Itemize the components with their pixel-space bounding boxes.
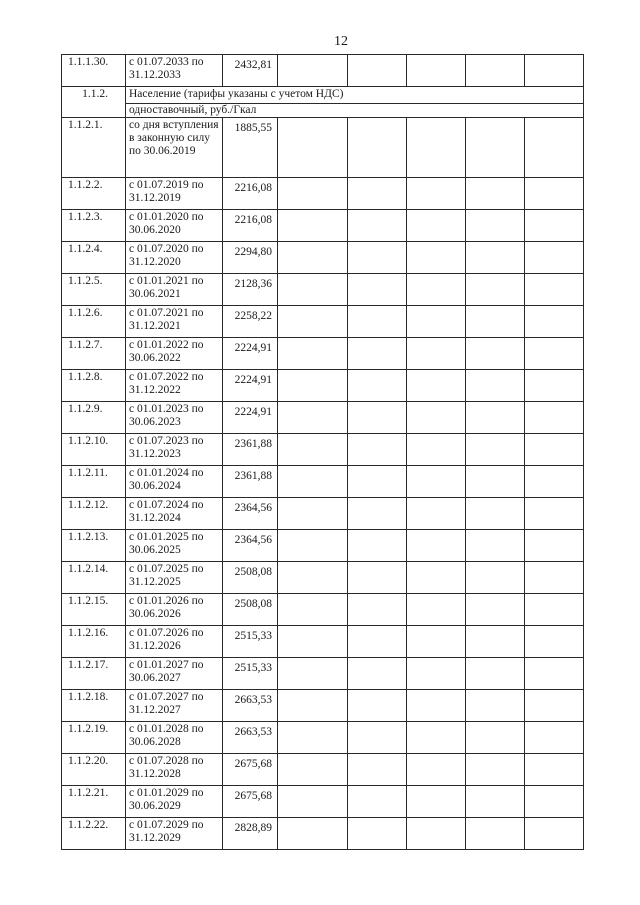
empty-cell — [348, 178, 407, 210]
period-cell: с 01.01.2020 по 30.06.2020 — [126, 210, 223, 242]
empty-cell — [407, 370, 466, 402]
empty-cell — [407, 562, 466, 594]
tariff-table — [61, 54, 584, 850]
period-cell: с 01.01.2027 по 30.06.2027 — [126, 658, 223, 690]
empty-cell — [466, 786, 525, 818]
price-cell: 2361,88 — [223, 434, 278, 466]
price-cell: 2294,80 — [223, 242, 278, 274]
empty-cell — [407, 818, 466, 850]
empty-cell — [407, 690, 466, 722]
empty-cell — [407, 402, 466, 434]
price-cell: 2216,08 — [223, 210, 278, 242]
table-row — [62, 754, 584, 786]
empty-cell — [466, 55, 525, 87]
empty-cell — [407, 434, 466, 466]
empty-cell — [348, 370, 407, 402]
table-row — [62, 338, 584, 370]
period-cell: с 01.01.2025 по 30.06.2025 — [126, 530, 223, 562]
table-row — [62, 402, 584, 434]
section-number-cell: 1.1.2. — [62, 87, 126, 118]
price-cell: 2515,33 — [223, 626, 278, 658]
section-header-row — [62, 87, 584, 104]
empty-cell — [278, 562, 348, 594]
empty-cell — [407, 594, 466, 626]
empty-cell — [348, 530, 407, 562]
empty-cell — [278, 690, 348, 722]
empty-cell — [407, 55, 466, 87]
row-number-cell: 1.1.2.21. — [62, 786, 126, 818]
row-number-cell: 1.1.2.14. — [62, 562, 126, 594]
table-row — [62, 562, 584, 594]
table-row — [62, 466, 584, 498]
period-cell: с 01.01.2022 по 30.06.2022 — [126, 338, 223, 370]
empty-cell — [348, 722, 407, 754]
empty-cell — [525, 690, 584, 722]
price-cell: 2364,56 — [223, 530, 278, 562]
empty-cell — [348, 818, 407, 850]
empty-cell — [466, 306, 525, 338]
empty-cell — [348, 402, 407, 434]
empty-cell — [466, 818, 525, 850]
price-cell: 2128,36 — [223, 274, 278, 306]
empty-cell — [348, 754, 407, 786]
period-cell: с 01.07.2023 по 31.12.2023 — [126, 434, 223, 466]
row-number-cell: 1.1.2.1. — [62, 118, 126, 178]
empty-cell — [407, 498, 466, 530]
row-number-cell: 1.1.2.19. — [62, 722, 126, 754]
empty-cell — [278, 338, 348, 370]
empty-cell — [278, 658, 348, 690]
empty-cell — [407, 338, 466, 370]
price-cell: 2828,89 — [223, 818, 278, 850]
row-number-cell: 1.1.2.8. — [62, 370, 126, 402]
price-cell: 2224,91 — [223, 402, 278, 434]
row-number-cell: 1.1.2.5. — [62, 274, 126, 306]
price-cell: 2663,53 — [223, 690, 278, 722]
empty-cell — [525, 754, 584, 786]
price-cell: 2224,91 — [223, 370, 278, 402]
empty-cell — [466, 498, 525, 530]
period-cell: с 01.07.2020 по 31.12.2020 — [126, 242, 223, 274]
empty-cell — [278, 754, 348, 786]
row-number-cell: 1.1.2.20. — [62, 754, 126, 786]
price-cell: 2508,08 — [223, 594, 278, 626]
table-row — [62, 434, 584, 466]
row-number-cell: 1.1.2.11. — [62, 466, 126, 498]
empty-cell — [525, 274, 584, 306]
empty-cell — [525, 210, 584, 242]
period-cell: с 01.01.2029 по 30.06.2029 — [126, 786, 223, 818]
empty-cell — [525, 818, 584, 850]
empty-cell — [348, 466, 407, 498]
empty-cell — [466, 370, 525, 402]
period-cell: с 01.07.2029 по 31.12.2029 — [126, 818, 223, 850]
empty-cell — [525, 402, 584, 434]
empty-cell — [407, 786, 466, 818]
row-number-cell: 1.1.2.6. — [62, 306, 126, 338]
price-cell: 2675,68 — [223, 754, 278, 786]
empty-cell — [278, 55, 348, 87]
price-cell: 2663,53 — [223, 722, 278, 754]
empty-cell — [525, 370, 584, 402]
price-cell: 2258,22 — [223, 306, 278, 338]
table-row — [62, 370, 584, 402]
table-row — [62, 658, 584, 690]
period-cell: с 01.07.2019 по 31.12.2019 — [126, 178, 223, 210]
empty-cell — [525, 178, 584, 210]
row-number-cell: 1.1.2.3. — [62, 210, 126, 242]
page-number: 12 — [334, 34, 348, 49]
empty-cell — [466, 594, 525, 626]
empty-cell — [278, 402, 348, 434]
empty-cell — [348, 594, 407, 626]
empty-cell — [466, 754, 525, 786]
price-cell: 2432,81 — [223, 55, 278, 87]
empty-cell — [525, 562, 584, 594]
section-title-cell: Население (тарифы указаны с учетом НДС) — [126, 87, 584, 104]
empty-cell — [348, 658, 407, 690]
price-cell: 2216,08 — [223, 178, 278, 210]
empty-cell — [348, 786, 407, 818]
table-row — [62, 722, 584, 754]
price-cell: 2508,08 — [223, 562, 278, 594]
price-cell: 2675,68 — [223, 786, 278, 818]
table-row — [62, 786, 584, 818]
period-cell: с 01.07.2025 по 31.12.2025 — [126, 562, 223, 594]
empty-cell — [407, 210, 466, 242]
empty-cell — [466, 242, 525, 274]
empty-cell — [278, 530, 348, 562]
empty-cell — [407, 118, 466, 178]
empty-cell — [278, 818, 348, 850]
empty-cell — [466, 466, 525, 498]
period-cell: с 01.01.2026 по 30.06.2026 — [126, 594, 223, 626]
empty-cell — [525, 242, 584, 274]
section-subtitle-row — [62, 104, 584, 118]
empty-cell — [348, 274, 407, 306]
empty-cell — [466, 658, 525, 690]
period-cell: с 01.01.2023 по 30.06.2023 — [126, 402, 223, 434]
row-number-cell: 1.1.2.12. — [62, 498, 126, 530]
empty-cell — [278, 722, 348, 754]
price-cell: 2361,88 — [223, 466, 278, 498]
empty-cell — [525, 118, 584, 178]
empty-cell — [348, 55, 407, 87]
empty-cell — [278, 594, 348, 626]
empty-cell — [466, 434, 525, 466]
empty-cell — [348, 690, 407, 722]
table-row — [62, 306, 584, 338]
empty-cell — [466, 722, 525, 754]
table-row — [62, 178, 584, 210]
period-cell: со дня вступления в законную силу по 30.06.2019 — [126, 118, 223, 178]
empty-cell — [348, 498, 407, 530]
period-cell: с 01.07.2022 по 31.12.2022 — [126, 370, 223, 402]
table-row — [62, 210, 584, 242]
empty-cell — [525, 338, 584, 370]
period-cell: с 01.07.2026 по 31.12.2026 — [126, 626, 223, 658]
row-number-cell: 1.1.2.18. — [62, 690, 126, 722]
empty-cell — [466, 210, 525, 242]
empty-cell — [278, 242, 348, 274]
row-number-cell: 1.1.2.17. — [62, 658, 126, 690]
table-row — [62, 242, 584, 274]
empty-cell — [278, 370, 348, 402]
empty-cell — [348, 626, 407, 658]
empty-cell — [407, 626, 466, 658]
empty-cell — [407, 466, 466, 498]
period-cell: с 01.07.2021 по 31.12.2021 — [126, 306, 223, 338]
empty-cell — [466, 118, 525, 178]
empty-cell — [407, 242, 466, 274]
period-cell: с 01.07.2027 по 31.12.2027 — [126, 690, 223, 722]
period-cell: с 01.07.2033 по 31.12.2033 — [126, 55, 223, 87]
empty-cell — [466, 530, 525, 562]
table-row — [62, 55, 584, 87]
empty-cell — [348, 210, 407, 242]
empty-cell — [278, 118, 348, 178]
empty-cell — [466, 690, 525, 722]
empty-cell — [525, 55, 584, 87]
empty-cell — [466, 274, 525, 306]
empty-cell — [348, 562, 407, 594]
empty-cell — [525, 434, 584, 466]
table-row — [62, 626, 584, 658]
empty-cell — [525, 306, 584, 338]
row-number-cell: 1.1.2.10. — [62, 434, 126, 466]
empty-cell — [525, 498, 584, 530]
empty-cell — [466, 178, 525, 210]
row-number-cell: 1.1.2.7. — [62, 338, 126, 370]
empty-cell — [407, 530, 466, 562]
empty-cell — [525, 658, 584, 690]
empty-cell — [525, 722, 584, 754]
period-cell: с 01.07.2028 по 31.12.2028 — [126, 754, 223, 786]
table-body — [62, 55, 584, 850]
empty-cell — [466, 338, 525, 370]
row-number-cell: 1.1.2.16. — [62, 626, 126, 658]
period-cell: с 01.01.2021 по 30.06.2021 — [126, 274, 223, 306]
row-number-cell: 1.1.2.22. — [62, 818, 126, 850]
empty-cell — [278, 210, 348, 242]
empty-cell — [525, 786, 584, 818]
empty-cell — [278, 178, 348, 210]
empty-cell — [407, 306, 466, 338]
empty-cell — [278, 498, 348, 530]
empty-cell — [466, 402, 525, 434]
period-cell: с 01.01.2028 по 30.06.2028 — [126, 722, 223, 754]
empty-cell — [525, 626, 584, 658]
price-cell: 2364,56 — [223, 498, 278, 530]
empty-cell — [407, 178, 466, 210]
empty-cell — [525, 466, 584, 498]
empty-cell — [278, 786, 348, 818]
table-row — [62, 274, 584, 306]
empty-cell — [525, 530, 584, 562]
empty-cell — [348, 306, 407, 338]
table-row — [62, 498, 584, 530]
empty-cell — [278, 466, 348, 498]
empty-cell — [278, 626, 348, 658]
empty-cell — [407, 658, 466, 690]
empty-cell — [407, 754, 466, 786]
price-cell: 2515,33 — [223, 658, 278, 690]
table-row — [62, 690, 584, 722]
empty-cell — [466, 626, 525, 658]
table-row — [62, 530, 584, 562]
row-number-cell: 1.1.2.13. — [62, 530, 126, 562]
period-cell: с 01.07.2024 по 31.12.2024 — [126, 498, 223, 530]
empty-cell — [278, 434, 348, 466]
empty-cell — [348, 338, 407, 370]
period-cell: с 01.01.2024 по 30.06.2024 — [126, 466, 223, 498]
table-row — [62, 594, 584, 626]
row-number-cell: 1.1.2.2. — [62, 178, 126, 210]
row-number-cell: 1.1.1.30. — [62, 55, 126, 87]
empty-cell — [348, 242, 407, 274]
price-cell: 1885,55 — [223, 118, 278, 178]
empty-cell — [466, 562, 525, 594]
row-number-cell: 1.1.2.9. — [62, 402, 126, 434]
empty-cell — [525, 594, 584, 626]
empty-cell — [407, 722, 466, 754]
empty-cell — [278, 306, 348, 338]
row-number-cell: 1.1.2.15. — [62, 594, 126, 626]
section-subtitle-cell: одноставочный, руб./Гкал — [126, 104, 584, 118]
table-row — [62, 818, 584, 850]
empty-cell — [407, 274, 466, 306]
price-cell: 2224,91 — [223, 338, 278, 370]
row-number-cell: 1.1.2.4. — [62, 242, 126, 274]
table-row — [62, 118, 584, 178]
empty-cell — [278, 274, 348, 306]
empty-cell — [348, 434, 407, 466]
empty-cell — [348, 118, 407, 178]
